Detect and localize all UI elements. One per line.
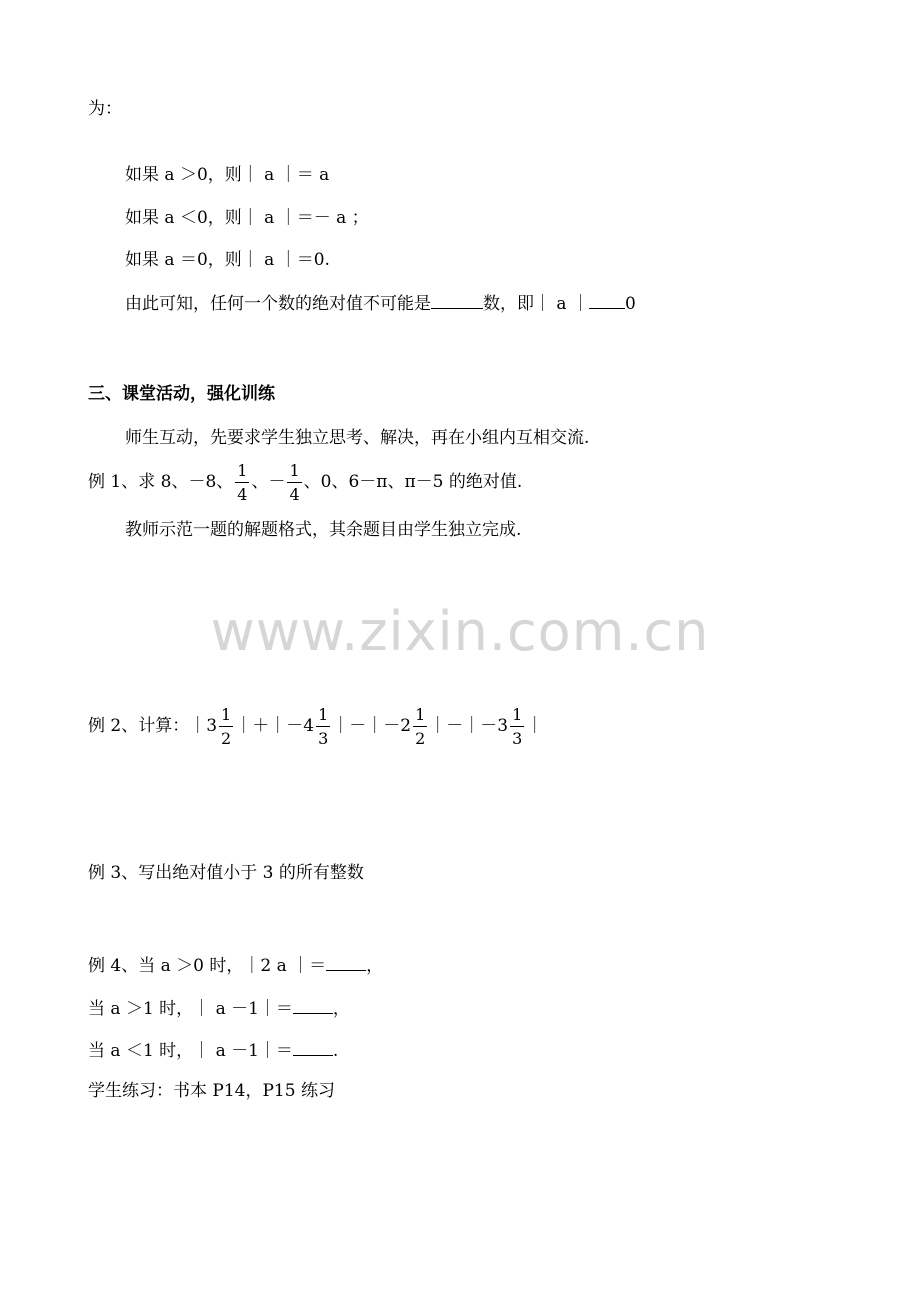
example-4-line-2	[88, 997, 350, 1021]
blank-number-type	[431, 294, 483, 309]
interaction-text: 师生互动，先要求学生独立思考、解决，再在小组内互相交流.	[125, 428, 590, 448]
section3-heading: 三、课堂活动，强化训练	[88, 384, 275, 404]
ex2-fraction-c	[413, 704, 427, 748]
ex4-l1-text: 例 4、当 a ＞0 时，｜2 a ｜＝	[88, 956, 327, 976]
ex1-f2-num: 1	[287, 463, 301, 483]
conclusion-line	[125, 292, 636, 316]
ex1-sep: 、－	[251, 472, 286, 492]
ex1-suffix: 、0、6－π、π－5 的绝对值.	[303, 472, 523, 492]
ex1-f1-num: 1	[235, 463, 249, 483]
ex2-b-den: 3	[318, 728, 329, 748]
ex2-fraction-b	[316, 704, 330, 748]
ex1-prefix: 例 1、求 8、－8、	[88, 472, 234, 492]
ex2-b-num: 1	[316, 707, 330, 727]
example-1	[88, 462, 522, 503]
ex1-fraction-1	[235, 460, 249, 504]
example-3: 例 3、写出绝对值小于 3 的所有整数	[88, 863, 364, 883]
conclusion-text-b: 数，即｜ a ｜	[483, 294, 589, 314]
ex4-l1-punct: ，	[366, 956, 384, 976]
ex1-fraction-2	[287, 460, 301, 504]
blank-compare	[589, 294, 625, 309]
intro-wei: 为：	[88, 99, 122, 119]
ex2-c-num: 1	[413, 707, 427, 727]
ex2-d-num: 1	[510, 707, 524, 727]
ex2-c-den: 2	[415, 728, 426, 748]
ex4-l2-punct: ，	[332, 999, 350, 1019]
ex2-mid1: ｜＋｜－4	[235, 716, 315, 736]
ex4-l3-text: 当 a ＜1 时，｜ a －1｜＝	[88, 1041, 293, 1061]
ex2-fraction-d	[510, 704, 524, 748]
ex4-blank-1	[326, 956, 366, 971]
demo-text: 教师示范一题的解题格式，其余题目由学生独立完成.	[125, 520, 522, 540]
example-2	[88, 706, 543, 747]
case-positive: 如果 a ＞0，则｜ a ｜＝ a	[125, 165, 330, 185]
ex2-prefix: 例 2、计算：｜3	[88, 716, 218, 736]
ex2-d-den: 3	[512, 728, 523, 748]
example-4-line-1	[88, 954, 383, 978]
ex2-a-num: 1	[219, 707, 233, 727]
ex2-mid3: ｜－｜－3	[429, 716, 509, 736]
watermark: www.zixin.com.cn	[210, 600, 710, 663]
conclusion-text-a: 由此可知，任何一个数的绝对值不可能是	[125, 294, 431, 314]
ex2-a-den: 2	[221, 728, 232, 748]
conclusion-text-c: 0	[624, 294, 636, 314]
ex2-suffix: ｜	[526, 716, 544, 736]
ex1-f2-den: 4	[289, 484, 300, 504]
ex1-f1-den: 4	[237, 484, 248, 504]
ex4-l2-text: 当 a ＞1 时，｜ a －1｜＝	[88, 999, 293, 1019]
ex4-l3-punct: .	[332, 1041, 339, 1061]
ex4-blank-3	[293, 1041, 333, 1056]
ex2-mid2: ｜－｜－2	[332, 716, 412, 736]
ex2-fraction-a	[219, 704, 233, 748]
case-zero: 如果 a ＝0，则｜ a ｜＝0.	[125, 250, 330, 270]
case-negative: 如果 a ＜0，则｜ a ｜＝－ a ；	[125, 208, 369, 228]
example-4-line-3	[88, 1039, 338, 1063]
student-practice: 学生练习：书本 P14，P15 练习	[88, 1081, 335, 1101]
ex4-blank-2	[293, 999, 333, 1014]
